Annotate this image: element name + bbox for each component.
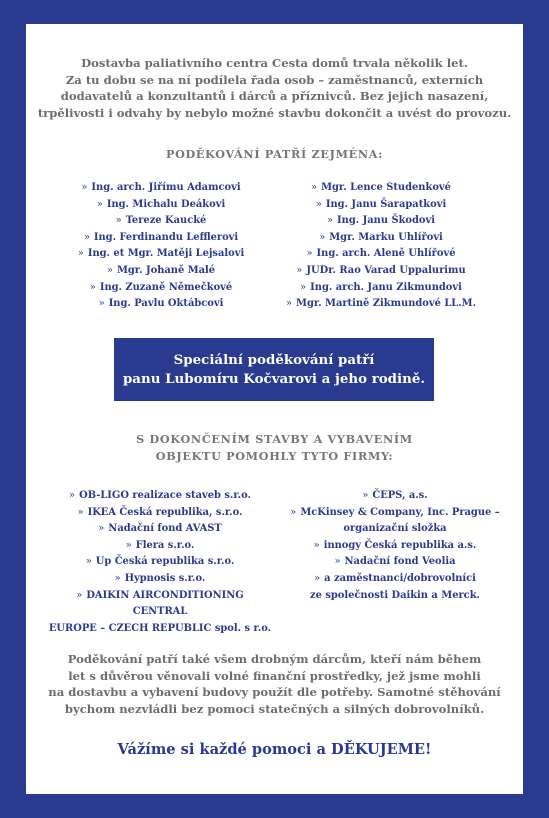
bullet-icon: » — [77, 506, 84, 518]
list-item — [281, 280, 481, 297]
outro-line: let s důvěrou věnovali volné finanční prostředky, jež jsme mohli — [68, 668, 481, 683]
list-item — [48, 521, 272, 538]
firm-name: Hypnosis s.r.o. — [124, 572, 206, 584]
list-item — [66, 180, 256, 197]
list-item — [281, 180, 481, 197]
list-item — [66, 197, 256, 214]
firm-name-continued: organizační složka — [343, 523, 447, 535]
list-item — [66, 280, 256, 297]
list-item — [281, 213, 481, 230]
bullet-icon: » — [300, 281, 307, 293]
bullet-icon: » — [98, 523, 105, 535]
outro-line: bychom nezvládli bez pomoci statečných a silných dobrovolníků. — [64, 701, 485, 716]
list-item — [48, 488, 272, 505]
firm-name: Flera s.r.o. — [135, 539, 195, 551]
outro-paragraph — [26, 651, 523, 717]
firm-name: McKinsey & Company, Inc. Prague – — [300, 506, 500, 518]
thank-you-sheet — [26, 24, 523, 794]
list-item — [66, 296, 256, 313]
bullet-icon: » — [98, 298, 105, 310]
list-item — [288, 538, 502, 555]
bullet-icon: » — [311, 182, 318, 193]
people-list-left — [66, 180, 256, 313]
people-list-right — [281, 180, 481, 313]
firms-heading-line: S DOKONČENÍM STAVBY A VYBAVENÍM — [136, 432, 413, 446]
bullet-icon: » — [125, 539, 132, 551]
special-line: Speciální poděkování patří — [173, 351, 375, 368]
person-name: Mgr. Marku Uhlířovi — [329, 231, 443, 243]
list-item — [281, 296, 481, 313]
thanks-heading: PODĚKOVÁNÍ PATŘÍ ZEJMÉNA: — [165, 147, 384, 161]
firm-name: Nadační fond Veolia — [344, 556, 456, 568]
firm-name: innogy Česká republika a.s. — [323, 539, 477, 551]
intro-paragraph — [26, 55, 523, 121]
bullet-icon: » — [296, 264, 303, 276]
bullet-icon: » — [319, 231, 326, 243]
bullet-icon: » — [315, 198, 322, 210]
firm-name: ČEPS, a.s. — [372, 490, 428, 501]
firms-list-right — [288, 488, 502, 604]
firm-name-continued: EUROPE – CZECH REPUBLIC spol. s r.o. — [48, 622, 272, 634]
person-name: Ing. Janu Šarapatkovi — [325, 198, 447, 210]
person-name: Ing. Michalu Deákovi — [106, 198, 226, 210]
list-item — [66, 246, 256, 263]
person-name: Ing. et Mgr. Matěji Lejsalovi — [87, 248, 245, 260]
firm-name: Nadační fond AVAST — [108, 523, 222, 535]
firm-name: DAIKIN AIRCONDITIONING CENTRAL — [86, 589, 244, 618]
bullet-icon: » — [362, 490, 369, 501]
intro-line: Dostavba paliativního centra Cesta domů trvala několik let. — [81, 56, 468, 70]
special-thanks-banner — [114, 338, 434, 401]
bullet-icon: » — [81, 182, 88, 193]
intro-line: Za tu dobu se na ní podílela řada osob – zaměstnanců, externích — [65, 72, 484, 87]
special-line: panu Lubomíru Kočvarovi a jeho rodině. — [122, 370, 426, 387]
firm-name: IKEA Česká republika, s.r.o. — [87, 506, 243, 518]
person-name: Ing. Ferdinandu Lefflerovi — [93, 231, 239, 243]
person-name: Mgr. Martině Zikmundové LL.M. — [296, 298, 477, 310]
list-item — [281, 197, 481, 214]
person-name: Ing. arch. Jiřímu Adamcovi — [91, 182, 241, 193]
list-item — [48, 538, 272, 555]
firms-heading — [26, 431, 523, 464]
person-name: Ing. Zuzaně Němečkové — [99, 281, 233, 293]
bullet-icon: » — [114, 572, 121, 584]
list-item — [281, 263, 481, 280]
bullet-icon: » — [83, 231, 90, 243]
list-item — [288, 505, 502, 538]
bullet-icon: » — [96, 198, 103, 210]
list-item — [48, 571, 272, 588]
bullet-icon: » — [76, 589, 83, 601]
bullet-icon: » — [85, 556, 92, 568]
bullet-icon: » — [106, 264, 113, 276]
list-item — [48, 588, 272, 638]
person-name: Mgr. Lence Studenkové — [321, 182, 451, 193]
bullet-icon: » — [115, 215, 122, 227]
bullet-icon: » — [89, 281, 96, 293]
firm-name: Up Česká republika s.r.o. — [95, 556, 235, 568]
list-item — [66, 213, 256, 230]
firms-heading-line: OBJEKTU POMOHLY TYTO FIRMY: — [155, 448, 394, 463]
firm-name-continued: ze společnosti Daikin a Merck. — [310, 589, 480, 601]
person-name: Mgr. Johaně Malé — [116, 264, 216, 276]
list-item — [288, 554, 502, 571]
person-name: Ing. arch. Janu Zikmundovi — [310, 281, 462, 293]
bullet-icon: » — [290, 506, 297, 518]
outro-line: na dostavbu a vybavení budovy použít dle potřeby. Samotné stěhování — [48, 685, 501, 700]
list-item — [66, 263, 256, 280]
intro-line: dodavatelů a konzultantů i dárců a příznivců. Bez jejich nasazení, — [60, 89, 489, 104]
list-item — [281, 246, 481, 263]
outro-line: Poděkování patří také všem drobným dárcům, kteří nám během — [67, 652, 482, 666]
firm-name: OB-LIGO realizace staveb s.r.o. — [79, 490, 251, 501]
list-item — [66, 230, 256, 247]
closing-line: Vážíme si každé pomoci a DĚKUJEME! — [117, 741, 432, 758]
list-item — [288, 488, 502, 505]
bullet-icon: » — [314, 572, 321, 584]
list-item — [288, 571, 502, 604]
list-item — [48, 505, 272, 522]
person-name: Ing. arch. Aleně Uhlířové — [316, 248, 456, 260]
person-name: Ing. Janu Škodovi — [337, 215, 436, 227]
intro-line: trpělivosti i odvahy by nebylo možné stavbu dokončit a uvést do provozu. — [37, 105, 512, 120]
person-name: Tereze Kaucké — [125, 215, 207, 227]
firm-name: a zaměstnanci/dobrovolníci — [324, 572, 476, 584]
bullet-icon: » — [306, 248, 313, 260]
bullet-icon: » — [285, 298, 293, 310]
list-item — [48, 554, 272, 571]
bullet-icon: » — [69, 490, 76, 501]
person-name: JUDr. Rao Varad Uppalurimu — [306, 264, 466, 276]
bullet-icon: » — [326, 215, 334, 227]
bullet-icon: » — [77, 248, 84, 260]
list-item — [281, 230, 481, 247]
bullet-icon: » — [334, 556, 341, 568]
person-name: Ing. Pavlu Oktábcovi — [108, 298, 224, 310]
bullet-icon: » — [313, 539, 320, 551]
firms-list-left — [48, 488, 272, 637]
